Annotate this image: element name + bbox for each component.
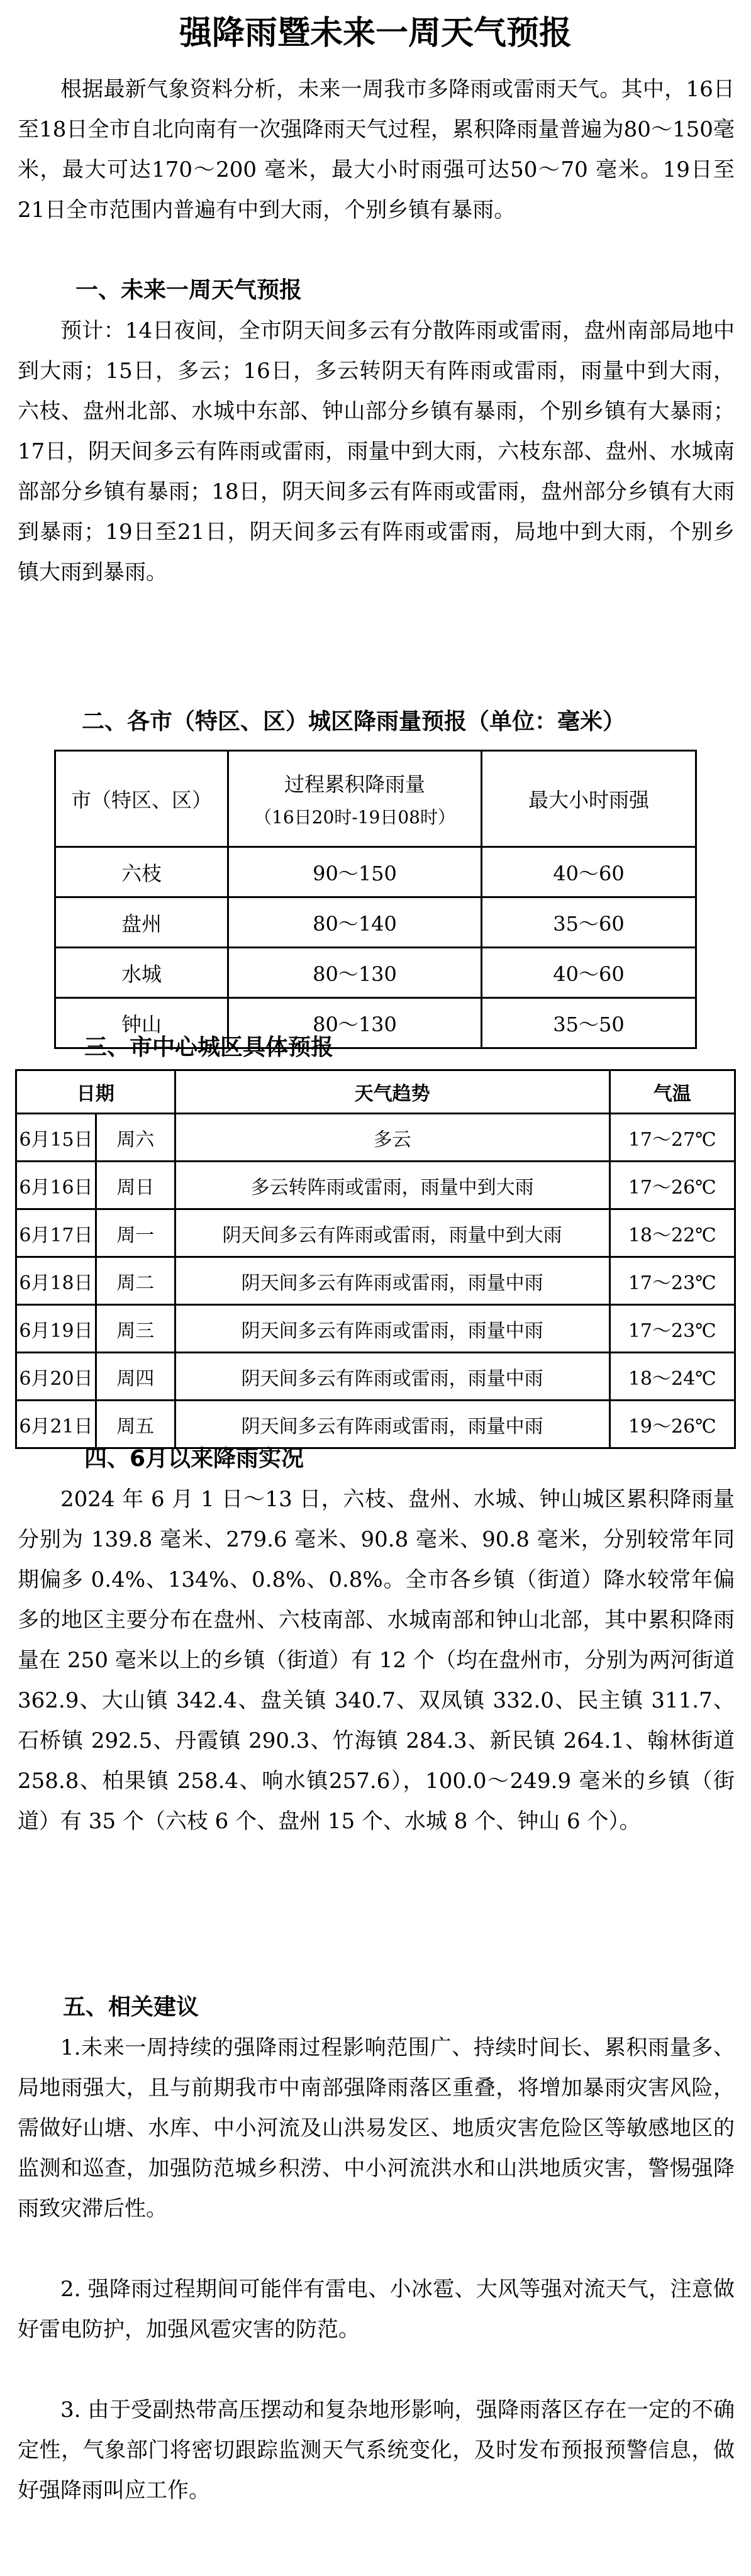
table-row bbox=[16, 1209, 735, 1257]
table-row bbox=[16, 1305, 735, 1353]
cell-trend: 阴天间多云有阵雨或雷雨，雨量中雨 bbox=[175, 1401, 609, 1448]
cell-weekday: 周三 bbox=[96, 1305, 175, 1353]
table-row bbox=[16, 1114, 735, 1162]
header-total-label: 过程累积降雨量 bbox=[284, 772, 425, 796]
cell-weekday: 周日 bbox=[96, 1162, 175, 1209]
cell-trend: 多云 bbox=[175, 1114, 609, 1162]
intro-paragraph: 根据最新气象资料分析，未来一周我市多降雨或雷雨天气。其中，16日至18日全市自北向南有一次强降雨天气过程，累积降雨量普遍为80～150毫米，最大可达170～200 毫米，最大小时雨强可达50～70 毫米。19日至21日全市范围内普遍有中到大雨，个别乡镇有暴雨。 bbox=[18, 77, 735, 223]
table-row bbox=[16, 1162, 735, 1209]
section4-heading: 四、6月以来降雨实况 bbox=[84, 1446, 304, 1472]
header-total-period: （16日20时-19日08时） bbox=[254, 807, 455, 828]
cell-area: 水城 bbox=[55, 948, 228, 998]
document-title: 强降雨暨未来一周天气预报 bbox=[179, 14, 572, 52]
cell-area: 六枝 bbox=[55, 847, 228, 897]
cell-area: 钟山 bbox=[55, 998, 228, 1048]
cell-max: 40～60 bbox=[482, 847, 696, 897]
advice-item-1: 1.未来一周持续的强降雨过程影响范围广、持续时间长、累积雨量多、局地雨强大，且与前期我市中南部强降雨落区重叠，将增加暴雨灾害风险，需做好山塘、水库、中小河流及山洪易发区、地质灾害危险区等敏感地区的监测和巡查，加强防范城乡积涝、中小河流洪水和山洪地质灾害，警惕强降雨致灾滞后性。 bbox=[18, 2035, 735, 2221]
cell-date: 6月18日 bbox=[16, 1257, 96, 1305]
table-row bbox=[55, 897, 696, 948]
cell-weekday: 周五 bbox=[96, 1401, 175, 1448]
daily-table-header bbox=[16, 1070, 735, 1114]
cell-total: 90～150 bbox=[228, 847, 482, 897]
section2-heading: 二、各市（特区、区）城区降雨量预报（单位：毫米） bbox=[82, 709, 626, 735]
cell-area: 盘州 bbox=[55, 897, 228, 948]
cell-max: 40～60 bbox=[482, 948, 696, 998]
cell-temp: 17～27℃ bbox=[609, 1114, 735, 1162]
cell-date: 6月16日 bbox=[16, 1162, 96, 1209]
section4-body: 2024 年 6 月 1 日～13 日，六枝、盘州、水城、钟山城区累积降雨量分别为 139.8 毫米、279.6 毫米、90.8 毫米、90.8 毫米，分别较常年同期偏多 0.4%、134%、0.8%、0.8%。全市各乡镇（街道）降水较常年偏多的地区主要分布在盘州、六枝南部、水城南部和钟山北部，其中累积降雨量在 250 毫米以上的乡镇（街道）有 12 个（均在盘州市，分别为两河街道 362.9、大山镇 342.4、盘关镇 340.7、双凤镇 332.0、民主镇 311.7、石桥镇 292.5、丹霞镇 290.3、竹海镇 284.3、新民镇 264.1、翰林街道 258.8、柏果镇 258.4、响水镇257.6），100.0～249.9 毫米的乡镇（街道）有 35 个（六枝 6 个、盘州 15 个、水城 8 个、钟山 6 个）。 bbox=[18, 1487, 735, 1834]
section1-body: 预计：14日夜间，全市阴天间多云有分散阵雨或雷雨，盘州南部局地中到大雨；15日，多云；16日，多云转阴天有阵雨或雷雨，雨量中到大雨，六枝、盘州北部、水城中东部、钟山部分乡镇有暴雨，个别乡镇有大暴雨；17日，阴天间多云有阵雨或雷雨，雨量中到大雨，六枝东部、盘州、水城南部部分乡镇有暴雨；18日，阴天间多云有阵雨或雷雨，盘州部分乡镇有大雨到暴雨；19日至21日，阴天间多云有阵雨或雷雨，局地中到大雨，个别乡镇大雨到暴雨。 bbox=[18, 318, 735, 585]
cell-trend: 阴天间多云有阵雨或雷雨，雨量中雨 bbox=[175, 1353, 609, 1401]
cell-weekday: 周一 bbox=[96, 1209, 175, 1257]
cell-date: 6月20日 bbox=[16, 1353, 96, 1401]
table-row bbox=[16, 1353, 735, 1401]
cell-total: 80～140 bbox=[228, 897, 482, 948]
advice-item-3: 3. 由于受副热带高压摆动和复杂地形影响，强降雨落区存在一定的不确定性，气象部门将密切跟踪监测天气系统变化，及时发布预报预警信息，做好强降雨叫应工作。 bbox=[18, 2397, 735, 2503]
cell-trend: 阴天间多云有阵雨或雷雨，雨量中到大雨 bbox=[175, 1209, 609, 1257]
cell-date: 6月17日 bbox=[16, 1209, 96, 1257]
cell-temp: 17～26℃ bbox=[609, 1162, 735, 1209]
cell-trend: 多云转阵雨或雷雨，雨量中到大雨 bbox=[175, 1162, 609, 1209]
cell-max: 35～50 bbox=[482, 998, 696, 1048]
header-trend: 天气趋势 bbox=[175, 1070, 609, 1114]
header-total bbox=[228, 751, 482, 847]
rainfall-table-header bbox=[55, 751, 696, 847]
cell-weekday: 周四 bbox=[96, 1353, 175, 1401]
cell-max: 35～60 bbox=[482, 897, 696, 948]
cell-weekday: 周二 bbox=[96, 1257, 175, 1305]
table-row bbox=[16, 1257, 735, 1305]
rainfall-table bbox=[54, 750, 697, 1049]
cell-temp: 19～26℃ bbox=[609, 1401, 735, 1448]
cell-temp: 18～22℃ bbox=[609, 1209, 735, 1257]
table-row bbox=[55, 847, 696, 897]
section3-heading: 三、市中心城区具体预报 bbox=[84, 1035, 334, 1060]
cell-date: 6月21日 bbox=[16, 1401, 96, 1448]
cell-temp: 18～24℃ bbox=[609, 1353, 735, 1401]
header-max: 最大小时雨强 bbox=[482, 751, 696, 847]
cell-weekday: 周六 bbox=[96, 1114, 175, 1162]
cell-date: 6月19日 bbox=[16, 1305, 96, 1353]
header-temp: 气温 bbox=[609, 1070, 735, 1114]
cell-date: 6月15日 bbox=[16, 1114, 96, 1162]
section1-heading: 一、未来一周天气预报 bbox=[75, 277, 303, 303]
daily-forecast-table bbox=[15, 1069, 736, 1449]
table-row bbox=[55, 948, 696, 998]
cell-trend: 阴天间多云有阵雨或雷雨，雨量中雨 bbox=[175, 1257, 609, 1305]
header-area: 市（特区、区） bbox=[55, 751, 228, 847]
cell-total: 80～130 bbox=[228, 998, 482, 1048]
advice-item-2: 2. 强降雨过程期间可能伴有雷电、小冰雹、大风等强对流天气，注意做好雷电防护，加强风雹灾害的防范。 bbox=[18, 2277, 735, 2342]
cell-trend: 阴天间多云有阵雨或雷雨，雨量中雨 bbox=[175, 1305, 609, 1353]
cell-temp: 17～23℃ bbox=[609, 1257, 735, 1305]
cell-temp: 17～23℃ bbox=[609, 1305, 735, 1353]
section5-heading: 五、相关建议 bbox=[63, 1994, 199, 2020]
cell-total: 80～130 bbox=[228, 948, 482, 998]
header-date: 日期 bbox=[16, 1070, 175, 1114]
